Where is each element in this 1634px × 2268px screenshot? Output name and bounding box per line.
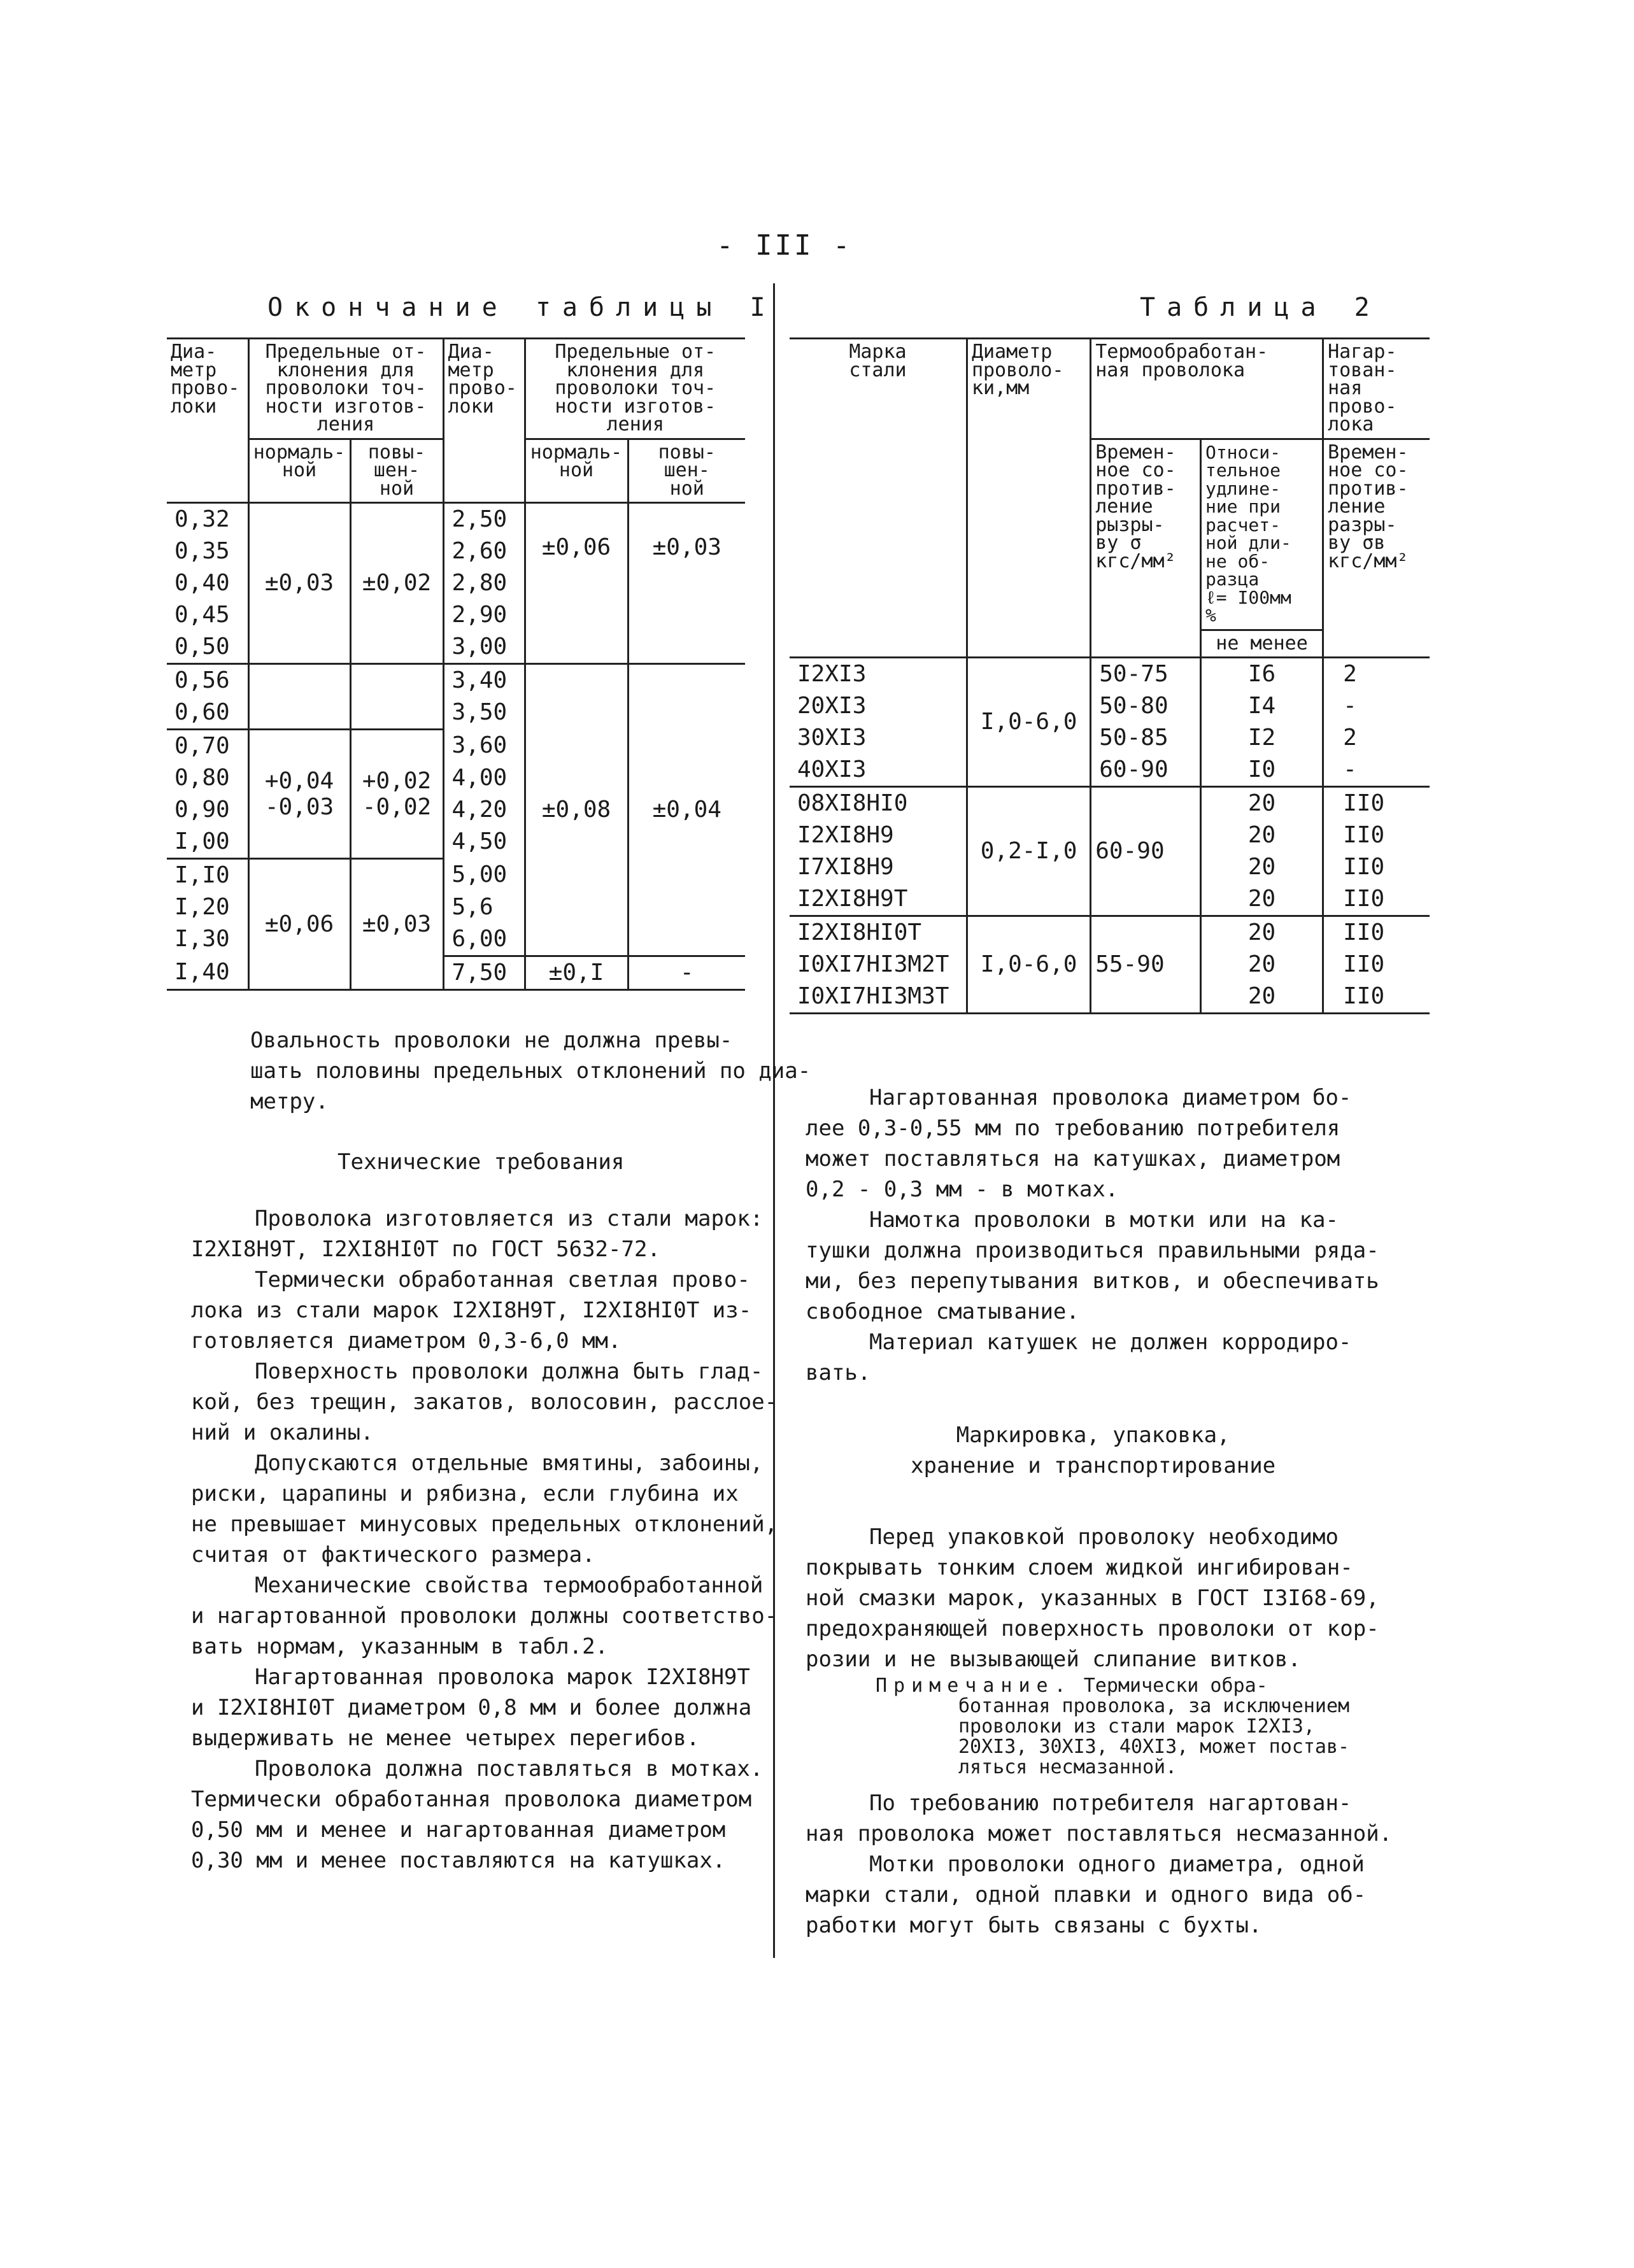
note-first-line — [876, 1676, 1349, 1696]
packing-line: покрывать тонким слоем жидкой ингибирован- — [806, 1555, 1353, 1580]
t1-left-normal: ±0,06 — [248, 859, 350, 990]
right-a-paragraph — [806, 1205, 1379, 1327]
t1-header-deviation-right — [525, 339, 745, 439]
t2-header-hardened-tensile — [1323, 439, 1430, 658]
t1-left-diameter: 0,50 — [167, 631, 248, 664]
table2 — [790, 337, 1430, 1014]
table2-caption: Таблица 2 — [1140, 293, 1381, 322]
t1-header-increased-left-text: повы- шен- ной — [367, 441, 426, 500]
t1-left-diameter: 0,70 — [167, 730, 248, 763]
tech-req-line: Механические свойства термообработанной — [255, 1573, 764, 1598]
t2-hardened: II0 — [1323, 819, 1430, 851]
t1-left-increased — [350, 664, 443, 730]
t2-elongation: I4 — [1200, 690, 1323, 722]
t2-hardened: II0 — [1323, 916, 1430, 949]
right-b-line: По требованию потребителя нагартован- — [869, 1790, 1352, 1816]
t1-right-diameter: 3,40 — [443, 664, 525, 697]
right-a-paragraph — [806, 1327, 1379, 1388]
t2-header-heat-treated-text: Термообработан- ная проволока — [1095, 341, 1268, 381]
t2-grade: I2XI8H9 — [790, 819, 967, 851]
t2-elongation: 20 — [1200, 787, 1323, 820]
tech-req-line: лока из стали марок I2XI8H9T, I2XI8HI0T из- — [191, 1298, 752, 1323]
t2-grade: I2XI8HI0T — [790, 916, 967, 949]
t2-tensile: 50-85 — [1091, 722, 1201, 754]
t1-right-increased: - — [628, 956, 745, 990]
tech-req-paragraph — [191, 1662, 778, 1754]
right-text-b — [806, 1788, 1392, 1941]
tech-req-line: вать нормам, указанным в табл.2. — [191, 1634, 609, 1659]
t1-left-normal: ±0,03 — [248, 503, 350, 664]
t2-grade: I7XI8H9 — [790, 851, 967, 883]
t2-grade: I2XI8H9T — [790, 883, 967, 916]
t2-elongation: 20 — [1200, 819, 1323, 851]
right-a-line: может поставляться на катушках, диаметром — [806, 1146, 1340, 1172]
t1-header-increased-left — [350, 439, 443, 503]
tech-req-paragraph — [191, 1265, 778, 1356]
t2-header-tensile — [1091, 439, 1201, 658]
t1-left-increased: +0,02 -0,02 — [350, 730, 443, 859]
t1-left-diameter: 0,80 — [167, 762, 248, 794]
tech-req-line: и нагартованной проволоки должны соответство- — [191, 1603, 778, 1629]
t2-grade: 40XI3 — [790, 754, 967, 787]
t1-right-diameter: 6,00 — [443, 923, 525, 956]
t1-header-deviation-right-text: Предельные от- клонения для проволоки точ- ности изготов- ления — [555, 341, 716, 436]
t2-hardened: II0 — [1323, 949, 1430, 981]
marking-heading-line-1: Маркировка, упаковка, — [956, 1422, 1230, 1448]
t2-elongation: 20 — [1200, 916, 1323, 949]
t1-header-diameter-left — [167, 339, 248, 503]
t2-header-elongation — [1200, 439, 1323, 630]
t2-header-heat-treated — [1091, 339, 1323, 439]
tech-req-text — [191, 1203, 778, 1876]
t1-header-deviation-left — [248, 339, 443, 439]
tech-req-line: Проволока изготовляется из стали марок: — [255, 1206, 764, 1231]
tech-req-heading: Технические требования — [337, 1149, 625, 1175]
note-line-3: проволоки из стали марок I2XI3, — [958, 1715, 1315, 1738]
note-line-1: Термически обра- — [1083, 1675, 1268, 1697]
right-a-paragraph — [806, 1082, 1379, 1205]
tech-req-line: считая от фактического размера. — [191, 1542, 595, 1568]
t1-right-normal: ±0,06 — [525, 503, 628, 664]
t2-diameter: I,0-6,0 — [967, 916, 1090, 1014]
note-block — [876, 1676, 1349, 1778]
tech-req-line: Проволока должна поставляться в мотках. — [255, 1756, 764, 1782]
right-a-line: ми, без перепутывания витков, и обеспечивать — [806, 1268, 1379, 1294]
right-a-line: свободное сматывание. — [806, 1299, 1079, 1324]
t1-left-diameter: I,40 — [167, 956, 248, 990]
t1-left-diameter: 0,60 — [167, 697, 248, 730]
t1-right-diameter: 5,00 — [443, 859, 525, 892]
t1-left-normal: +0,04 -0,03 — [248, 730, 350, 859]
t2-header-elongation-text: Относи- тельное удлине- ние при расчет- ной дли- не об- разца ℓ= I00мм % — [1205, 441, 1291, 626]
right-a-line: Намотка проволоки в мотки или на ка- — [869, 1207, 1339, 1233]
t1-header-diameter-right — [443, 339, 525, 503]
t1-right-diameter: 7,50 — [443, 956, 525, 990]
t2-grade: 08XI8HI0 — [790, 787, 967, 820]
t2-elongation: I6 — [1200, 658, 1323, 691]
t1-header-normal-right — [525, 439, 628, 503]
t1-right-normal: ±0,I — [525, 956, 628, 990]
t1-header-diameter-left-text: Диа- метр прово- локи — [171, 341, 240, 418]
tech-req-line: I2XI8H9T, I2XI8HI0T по ГОСТ 5632-72. — [191, 1237, 660, 1262]
t2-diameter: 0,2-I,0 — [967, 787, 1090, 916]
marking-heading — [911, 1420, 1275, 1481]
t1-header-increased-right-text: повы- шен- ной — [658, 441, 716, 500]
page-number: - III - — [716, 229, 853, 262]
tech-req-paragraph — [191, 1203, 778, 1265]
right-a-line: лее 0,3-0,55 мм по требованию потребителя — [806, 1116, 1340, 1141]
t2-grade: 20XI3 — [790, 690, 967, 722]
t2-elongation: I2 — [1200, 722, 1323, 754]
tech-req-line: кой, без трещин, закатов, волосовин, расслое- — [191, 1389, 778, 1415]
ovality-paragraph — [250, 1025, 811, 1117]
t2-hardened: II0 — [1323, 981, 1430, 1014]
t1-left-diameter: 0,32 — [167, 503, 248, 536]
t1-right-diameter: 2,60 — [443, 535, 525, 567]
tech-req-paragraph — [191, 1356, 778, 1448]
t2-grade: I0XI7HI3M3T — [790, 981, 967, 1014]
table1-body — [167, 503, 745, 990]
t2-elongation: I0 — [1200, 754, 1323, 787]
right-b-paragraph — [806, 1849, 1392, 1941]
t1-right-diameter: 4,20 — [443, 794, 525, 826]
tech-req-paragraph — [191, 1754, 778, 1876]
tech-req-line: Термически обработанная проволока диаметром — [191, 1787, 752, 1812]
t2-tensile: 55-90 — [1091, 916, 1201, 1014]
note-line-2: ботанная проволока, за исключением — [958, 1695, 1350, 1717]
t2-grade: I2XI3 — [790, 658, 967, 691]
t2-header-grade — [790, 339, 967, 658]
t1-header-diameter-right-text: Диа- метр прово- локи — [448, 341, 517, 418]
tech-req-line: 0,50 мм и менее и нагартованная диаметром — [191, 1817, 726, 1843]
t1-right-diameter: 3,50 — [443, 697, 525, 730]
t1-left-diameter: 0,90 — [167, 794, 248, 826]
right-a-line: вать. — [806, 1360, 871, 1386]
t2-header-not-less-text: не менее — [1216, 632, 1308, 655]
t1-left-diameter: 0,56 — [167, 664, 248, 697]
t2-header-tensile-text: Времен- ное со- против- ление рызры- ву σ кгс/мм² — [1095, 441, 1176, 572]
t2-header-hardened-text: Нагар- тован- ная прово- лока — [1328, 341, 1397, 436]
t1-header-normal-left — [248, 439, 350, 503]
ovality-line: метру. — [250, 1089, 329, 1114]
note-line-4: 20XI3, 30XI3, 40XI3, может постав- — [958, 1736, 1350, 1758]
t1-right-diameter: 4,50 — [443, 826, 525, 859]
t2-header-grade-text: Марка стали — [849, 341, 907, 381]
t1-right-diameter: 4,00 — [443, 762, 525, 794]
tech-req-line: Поверхность проволоки должна быть глад- — [255, 1359, 764, 1384]
t2-grade: 30XI3 — [790, 722, 967, 754]
t1-header-deviation-left-text: Предельные от- клонения для проволоки точ- ности изготов- ления — [265, 341, 427, 436]
ovality-line: шать половины предельных отклонений по диа- — [250, 1058, 811, 1084]
t1-left-increased: ±0,03 — [350, 859, 443, 990]
note-label: Примечание. — [876, 1675, 1072, 1697]
packing-line: розии и не вызывающей слипание витков. — [806, 1647, 1301, 1672]
t2-hardened: II0 — [1323, 851, 1430, 883]
table1 — [167, 337, 745, 991]
t2-hardened: - — [1323, 754, 1430, 787]
t1-header-normal-right-text: нормаль- ной — [530, 441, 623, 481]
t2-header-diameter — [967, 339, 1090, 658]
tech-req-paragraph — [191, 1570, 778, 1662]
t1-right-increased: ±0,03 — [628, 503, 745, 664]
t2-diameter: I,0-6,0 — [967, 658, 1090, 787]
t1-right-diameter: 2,80 — [443, 567, 525, 599]
packing-paragraph — [806, 1522, 1379, 1675]
table2-body — [790, 658, 1430, 1014]
t1-right-normal: ±0,08 — [525, 664, 628, 956]
t1-left-diameter: I,30 — [167, 923, 248, 956]
right-a-line: Материал катушек не должен корродиро- — [869, 1329, 1352, 1355]
tech-req-line: и I2XI8HI0T диаметром 0,8 мм и более должна — [191, 1695, 752, 1720]
t1-left-diameter: I,00 — [167, 826, 248, 859]
right-b-line: марки стали, одной плавки и одного вида об- — [806, 1882, 1367, 1908]
t1-right-diameter: 2,50 — [443, 503, 525, 536]
right-a-line: Нагартованная проволока диаметром бо- — [869, 1085, 1352, 1110]
t2-header-hardened — [1323, 339, 1430, 439]
t2-elongation: 20 — [1200, 883, 1323, 916]
t2-hardened: II0 — [1323, 787, 1430, 820]
table1-caption: Окончание таблицы I — [267, 293, 777, 322]
tech-req-line: выдерживать не менее четырех перегибов. — [191, 1726, 700, 1751]
right-b-line: ная проволока может поставляться несмазанной. — [806, 1821, 1393, 1846]
t2-header-not-less — [1200, 630, 1323, 658]
tech-req-line: Нагартованная проволока марок I2XI8H9T — [255, 1664, 750, 1690]
packing-line: предохраняющей поверхность проволоки от кор- — [806, 1616, 1379, 1641]
t2-tensile: 60-90 — [1091, 754, 1201, 787]
marking-heading-line-2: хранение и транспортирование — [911, 1453, 1276, 1478]
t2-elongation: 20 — [1200, 949, 1323, 981]
t1-left-diameter: I,I0 — [167, 859, 248, 892]
t1-left-diameter: 0,40 — [167, 567, 248, 599]
t1-right-diameter: 5,6 — [443, 891, 525, 923]
right-text-a — [806, 1082, 1379, 1388]
tech-req-line: 0,30 мм и менее поставляются на катушках. — [191, 1848, 726, 1873]
packing-line: Перед упаковкой проволоку необходимо — [869, 1524, 1339, 1550]
t2-elongation: 20 — [1200, 851, 1323, 883]
right-b-line: работки могут быть связаны с бухты. — [806, 1913, 1262, 1938]
tech-req-paragraph — [191, 1448, 778, 1570]
t2-header-hardened-tensile-text: Времен- ное со- против- ление разры- ву σв кгс/мм² — [1328, 441, 1409, 572]
t2-hardened: - — [1323, 690, 1430, 722]
t2-hardened: II0 — [1323, 883, 1430, 916]
right-a-line: тушки должна производиться правильными ряда- — [806, 1238, 1379, 1263]
t1-header-normal-left-text: нормаль- ной — [253, 441, 346, 481]
t1-right-diameter: 3,60 — [443, 730, 525, 763]
t1-right-diameter: 2,90 — [443, 599, 525, 631]
t1-left-diameter: I,20 — [167, 891, 248, 923]
t2-tensile: 50-80 — [1091, 690, 1201, 722]
t1-left-normal — [248, 664, 350, 730]
t2-header-diameter-text: Диаметр проволо- ки,мм — [971, 341, 1064, 399]
note-line-5: ляться несмазанной. — [958, 1756, 1177, 1778]
t1-header-increased-right — [628, 439, 745, 503]
t2-hardened: 2 — [1323, 658, 1430, 691]
t1-right-increased: ±0,04 — [628, 664, 745, 956]
tech-req-line: Допускаются отдельные вмятины, забоины, — [255, 1450, 764, 1476]
t1-right-diameter: 3,00 — [443, 631, 525, 664]
right-a-line: 0,2 - 0,3 мм - в мотках. — [806, 1177, 1119, 1202]
packing-line: ной смазки марок, указанных в ГОСТ I3I68-69, — [806, 1585, 1379, 1611]
t2-grade: I0XI7HI3M2T — [790, 949, 967, 981]
tech-req-line: готовляется диаметром 0,3-6,0 мм. — [191, 1328, 622, 1354]
t2-tensile: 50-75 — [1091, 658, 1201, 691]
tech-req-line: ний и окалины. — [191, 1420, 374, 1445]
tech-req-line: риски, царапины и рябизна, если глубина их — [191, 1481, 739, 1506]
t2-elongation: 20 — [1200, 981, 1323, 1014]
t1-left-increased: ±0,02 — [350, 503, 443, 664]
t2-tensile: 60-90 — [1091, 787, 1201, 916]
tech-req-line: Термически обработанная светлая прово- — [255, 1267, 750, 1293]
t1-left-diameter: 0,45 — [167, 599, 248, 631]
t2-hardened: 2 — [1323, 722, 1430, 754]
tech-req-line: не превышает минусовых предельных отклонений, — [191, 1512, 778, 1537]
right-b-paragraph — [806, 1788, 1392, 1849]
ovality-line: Овальность проволоки не должна превы- — [250, 1028, 733, 1053]
t1-left-diameter: 0,35 — [167, 535, 248, 567]
right-b-line: Мотки проволоки одного диаметра, одной — [869, 1852, 1365, 1877]
